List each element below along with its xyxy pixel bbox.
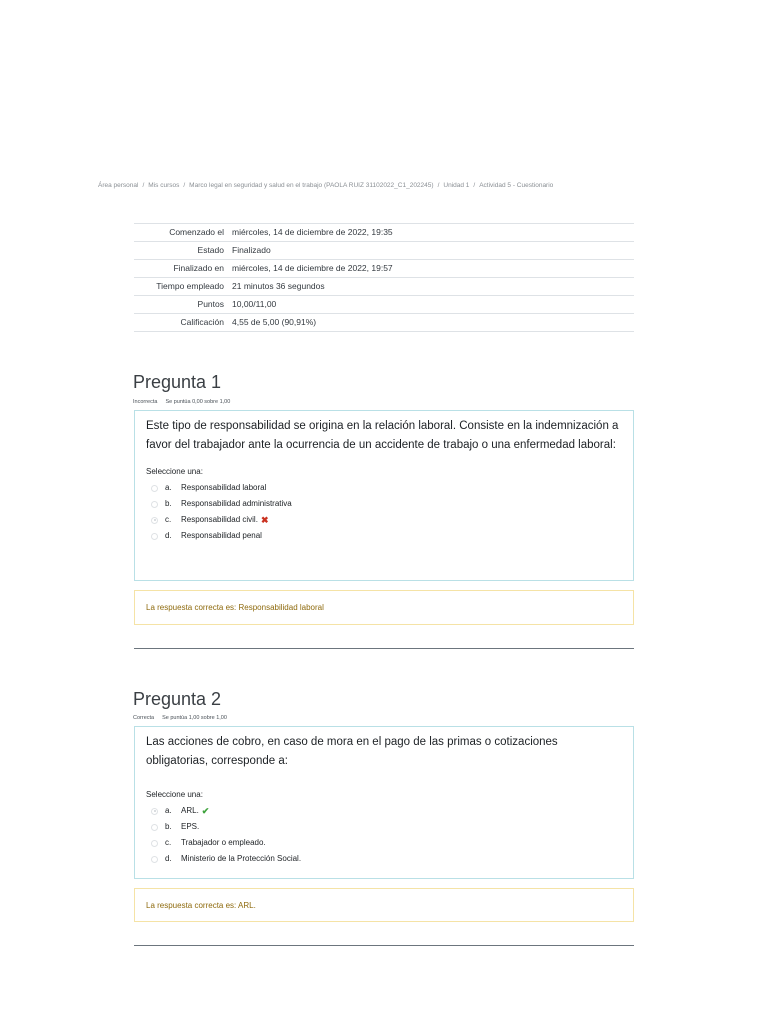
- question-2-box: [134, 726, 634, 879]
- option-letter: b.: [165, 499, 172, 508]
- question-divider: [134, 648, 634, 649]
- answer-option-b[interactable]: [146, 496, 622, 512]
- answer-option-c[interactable]: [146, 512, 622, 528]
- check-icon: ✔: [201, 806, 210, 816]
- summary-value: 4,55 de 5,00 (90,91%): [228, 314, 634, 332]
- option-letter: c.: [165, 515, 172, 524]
- breadcrumb-item-mis-cursos[interactable]: Mis cursos: [148, 182, 180, 189]
- breadcrumb-item-unit[interactable]: Unidad 1: [443, 182, 470, 189]
- summary-value: 10,00/11,00: [228, 296, 634, 314]
- answer-option-a[interactable]: [146, 480, 622, 496]
- breadcrumb-separator: /: [473, 182, 476, 189]
- summary-row-grade: [134, 314, 634, 332]
- question-grade: Se puntúa 1,00 sobre 1,00: [162, 715, 227, 721]
- radio-button[interactable]: [151, 840, 158, 847]
- answer-option-d[interactable]: [146, 851, 622, 867]
- question-divider: [134, 945, 634, 946]
- summary-row-state: [134, 242, 634, 260]
- option-letter: a.: [165, 483, 172, 492]
- option-letter: d.: [165, 531, 172, 540]
- summary-key: Finalizado en: [134, 260, 228, 278]
- summary-value: miércoles, 14 de diciembre de 2022, 19:57: [228, 260, 634, 278]
- answer-options: [146, 480, 622, 544]
- option-label: Trabajador o empleado.: [181, 838, 266, 847]
- option-label: Responsabilidad administrativa: [181, 499, 292, 508]
- radio-button-selected[interactable]: [151, 808, 158, 815]
- answer-option-c[interactable]: [146, 835, 622, 851]
- answer-option-a[interactable]: [146, 803, 622, 819]
- radio-button[interactable]: [151, 485, 158, 492]
- question-1-info: [133, 399, 230, 405]
- summary-row-time-taken: [134, 278, 634, 296]
- question-1-title: Pregunta 1: [133, 372, 222, 392]
- summary-value: 21 minutos 36 segundos: [228, 278, 634, 296]
- question-grade: Se puntúa 0,00 sobre 1,00: [165, 399, 231, 405]
- option-label: EPS.: [181, 822, 200, 831]
- option-letter: b.: [165, 822, 172, 831]
- question-1-box: [134, 410, 634, 581]
- radio-button[interactable]: [151, 533, 158, 540]
- radio-button-selected[interactable]: [151, 517, 158, 524]
- breadcrumb: [98, 182, 658, 189]
- option-label: ARL.: [181, 806, 199, 815]
- summary-row-started: [134, 224, 634, 242]
- question-state: Correcta: [133, 715, 155, 721]
- breadcrumb-item-activity[interactable]: Actividad 5 - Cuestionario: [479, 182, 554, 189]
- question-2-info: [133, 715, 227, 721]
- summary-key: Estado: [134, 242, 228, 260]
- breadcrumb-item-course[interactable]: Marco legal en seguridad y salud en el trabajo (PAOLA RUIZ 31102022_C1_202245): [189, 182, 434, 189]
- breadcrumb-separator: /: [183, 182, 186, 189]
- question-1-feedback: La respuesta correcta es: Responsabilidad laboral: [134, 590, 634, 625]
- summary-value: Finalizado: [228, 242, 634, 260]
- question-text: Las acciones de cobro, en caso de mora en el pago de las primas o cotizaciones obligatorias, corresponde a:: [146, 736, 558, 767]
- option-letter: d.: [165, 854, 172, 863]
- summary-key: Tiempo empleado: [134, 278, 228, 296]
- answer-option-b[interactable]: [146, 819, 622, 835]
- option-label: Responsabilidad civil.: [181, 515, 258, 524]
- answer-options: [146, 803, 622, 867]
- question-2-title: Pregunta 2: [133, 689, 222, 709]
- breadcrumb-separator: /: [142, 182, 145, 189]
- cross-icon: ✖: [260, 515, 269, 525]
- question-state: Incorrecta: [133, 399, 158, 405]
- radio-button[interactable]: [151, 824, 158, 831]
- summary-row-marks: [134, 296, 634, 314]
- attempt-summary-table: [134, 223, 634, 332]
- summary-value: miércoles, 14 de diciembre de 2022, 19:35: [228, 224, 634, 242]
- breadcrumb-item-area-personal[interactable]: Área personal: [98, 182, 139, 189]
- question-2-feedback: La respuesta correcta es: ARL.: [134, 888, 634, 922]
- option-letter: c.: [165, 838, 172, 847]
- summary-key: Comenzado el: [134, 224, 228, 242]
- answer-option-d[interactable]: [146, 528, 622, 544]
- option-label: Ministerio de la Protección Social.: [181, 854, 302, 863]
- breadcrumb-separator: /: [437, 182, 440, 189]
- option-letter: a.: [165, 806, 172, 815]
- option-label: Responsabilidad penal: [181, 531, 262, 540]
- radio-button[interactable]: [151, 501, 158, 508]
- summary-row-finished: [134, 260, 634, 278]
- radio-button[interactable]: [151, 856, 158, 863]
- option-label: Responsabilidad laboral: [181, 483, 267, 492]
- answer-prompt: Seleccione una:: [146, 467, 203, 476]
- summary-key: Calificación: [134, 314, 228, 332]
- summary-key: Puntos: [134, 296, 228, 314]
- answer-prompt: Seleccione una:: [146, 790, 203, 799]
- question-text: Este tipo de responsabilidad se origina en la relación laboral. Consiste en la indemnización a favor del trabajador ante la ocurrencia de un accidente de trabajo o una enfermedad laboral:: [146, 420, 619, 451]
